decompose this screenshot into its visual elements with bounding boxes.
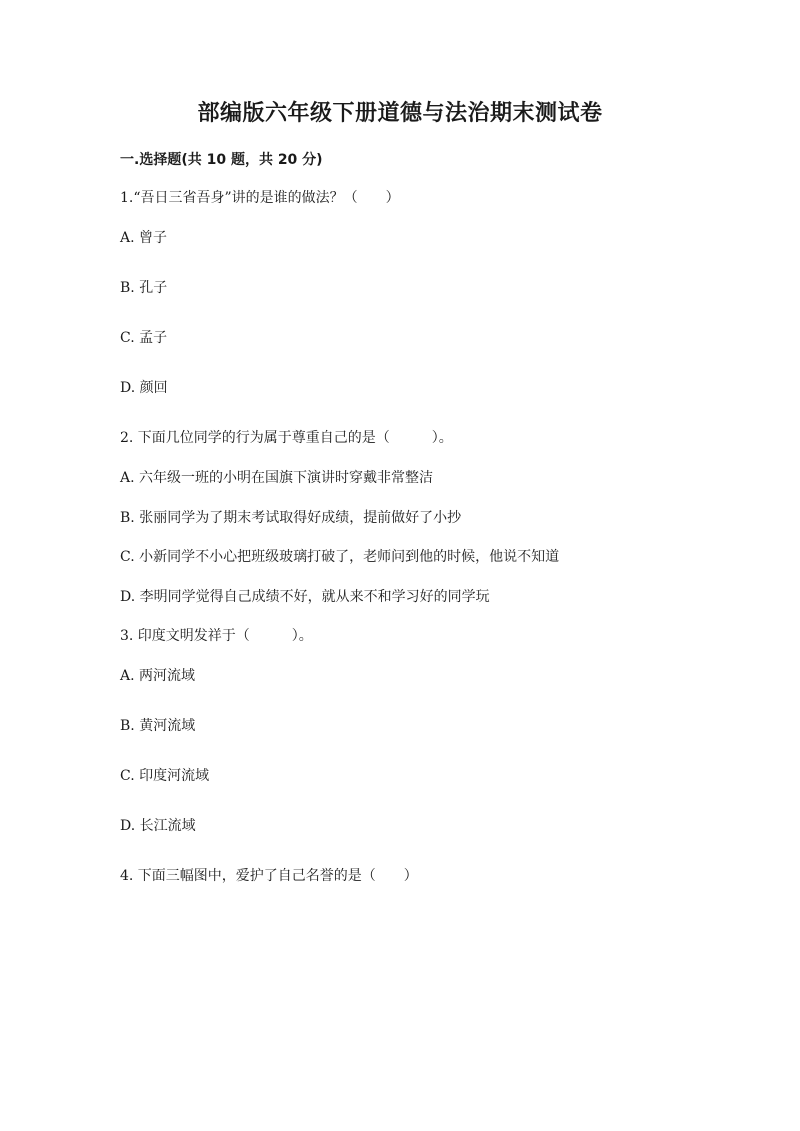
option-c: C. 印度河流域 [120,768,210,784]
option-a: A. 六年级一班的小明在国旗下演讲时穿戴非常整洁 [120,470,434,486]
option-d: D. 颜回 [120,380,168,396]
option-d: D. 李明同学觉得自己成绩不好，就从来不和学习好的同学玩 [120,589,490,605]
option-c: C. 小新同学不小心把班级玻璃打破了，老师问到他的时候，他说不知道 [120,549,560,565]
option-b: B. 黄河流域 [120,718,196,734]
option-b: B. 张丽同学为了期末考试取得好成绩，提前做好了小抄 [120,510,462,526]
question-stem: 2. 下面几位同学的行为属于尊重自己的是（ ）。 [120,430,453,446]
question-stem: 3. 印度文明发祥于（ ）。 [120,628,313,644]
option-d: D. 长江流域 [120,818,196,834]
section-heading: 一.选择题(共 10 题，共 20 分) [120,152,323,168]
question-stem: 4. 下面三幅图中，爱护了自己名誉的是（ ） [120,868,418,884]
option-a: A. 曾子 [120,230,168,246]
page-title: 部编版六年级下册道德与法治期末测试卷 [197,101,603,126]
option-b: B. 孔子 [120,280,168,296]
question-stem: 1.“吾日三省吾身”讲的是谁的做法？（ ） [120,190,400,206]
option-c: C. 孟子 [120,330,168,346]
option-a: A. 两河流域 [120,668,196,684]
